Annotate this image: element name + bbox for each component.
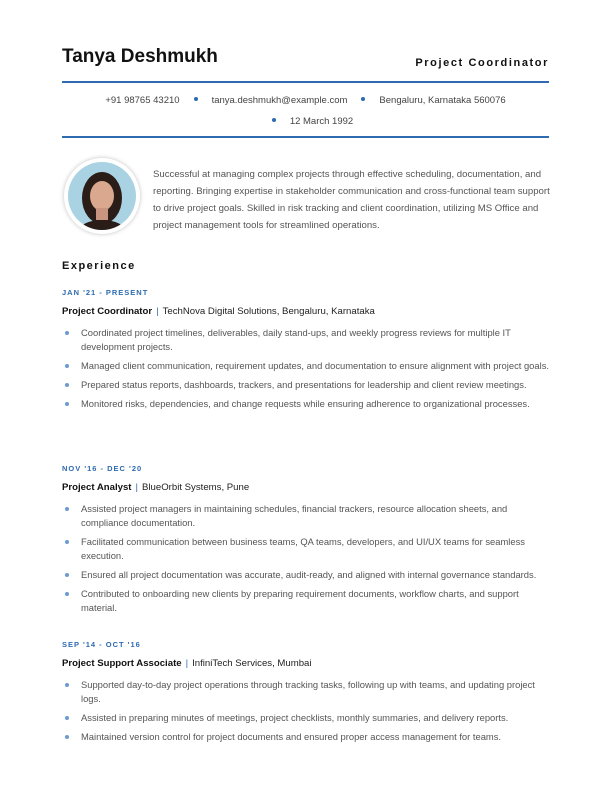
profile-photo [64, 158, 140, 234]
bullet-icon [361, 97, 365, 101]
date-of-birth: 12 March 1992 [289, 116, 354, 127]
list-item: Maintained version control for project documents and ensured proper access management for teams. [62, 730, 552, 744]
job-dates: JAN '21 - PRESENT [62, 288, 149, 297]
bullet-icon [194, 97, 198, 101]
experience-heading: Experience [62, 260, 136, 272]
candidate-name: Tanya Deshmukh [62, 46, 218, 67]
job-entry: NOV '16 - DEC '20 Project Analyst | BlueOrbit Systems, Pune Assisted project managers in maintaining schedules, financial trackers, resource allocation sheets, and compliance documentation. Facilitated communication between business teams, QA teams, developers, and UI/UX teams for seamless execution. Ensured all project documentation was accurate, audit-ready, and aligned with internal governance standards. Contributed to onboarding new clients by preparing requirement documents, workflow charts, and support material. [62, 464, 552, 620]
job-dates: SEP '14 - OCT '16 [62, 640, 141, 649]
list-item: Assisted project managers in maintaining schedules, financial trackers, resource allocation sheets, and compliance documentation. [62, 502, 552, 530]
list-item: Supported day-to-day project operations through tracking tasks, following up with teams, and updating project logs. [62, 678, 552, 706]
list-item: Contributed to onboarding new clients by preparing requirement documents, workflow charts, and support material. [62, 587, 552, 615]
list-item: Monitored risks, dependencies, and change requests while ensuring adherence to organizational processes. [62, 397, 552, 411]
job-role: Project Analyst [62, 482, 132, 493]
list-item: Ensured all project documentation was accurate, audit-ready, and aligned with internal governance standards. [62, 568, 552, 582]
job-title: Project Coordinator [415, 57, 549, 69]
job-company: InfiniTech Services, Mumbai [192, 658, 312, 669]
email: tanya.deshmukh@example.com [211, 95, 348, 106]
dob-line [62, 116, 549, 127]
list-item: Managed client communication, requirement updates, and documentation to ensure alignment with project goals. [62, 359, 552, 373]
contact-line [62, 95, 549, 106]
job-dates: NOV '16 - DEC '20 [62, 464, 143, 473]
list-item: Facilitated communication between business teams, QA teams, developers, and UI/UX teams for seamless execution. [62, 535, 552, 563]
job-entry: JAN '21 - PRESENT Project Coordinator | TechNova Digital Solutions, Bengaluru, Karnataka Coordinated project timelines, deliverables, daily stand-ups, and weekly progress reviews for multiple IT development projects. Managed client communication, requirement updates, and documentation to ensure alignment with project goals. Prepared status reports, dashboards, trackers, and presentations for leadership and client review meetings. Monitored risks, dependencies, and change requests while ensuring adherence to organizational processes. [62, 288, 552, 416]
person-portrait-icon [68, 162, 136, 230]
job-role: Project Coordinator [62, 306, 153, 317]
bullet-icon [272, 118, 276, 122]
profile-summary: Successful at managing complex projects through effective scheduling, documentation, and reporting. Bringing expertise in stakeholder communication and cross-functional team support to drive project goals. Skilled in risk tracking and client coordination, utilizing MS Office and project management tools for streamlined operations. [153, 169, 550, 231]
list-item: Assisted in preparing minutes of meetings, project checklists, monthly summaries, and delivery reports. [62, 711, 552, 725]
job-role: Project Support Associate [62, 658, 182, 669]
job-company: TechNova Digital Solutions, Bengaluru, Karnataka [162, 306, 375, 317]
list-item: Prepared status reports, dashboards, trackers, and presentations for leadership and client review meetings. [62, 378, 552, 392]
location: Bengaluru, Karnataka 560076 [379, 95, 506, 106]
job-entry: SEP '14 - OCT '16 Project Support Associate | InfiniTech Services, Mumbai Supported day-to-day project operations through tracking tasks, following up with teams, and updating project logs. Assisted in preparing minutes of meetings, project checklists, monthly summaries, and delivery reports. Maintained version control for project documents and ensured proper access management for teams. [62, 640, 552, 749]
list-item: Coordinated project timelines, deliverables, daily stand-ups, and weekly progress reviews for multiple IT development projects. [62, 326, 552, 354]
job-company: BlueOrbit Systems, Pune [142, 482, 250, 493]
phone: +91 98765 43210 [105, 95, 180, 106]
divider [62, 81, 549, 83]
divider [62, 136, 549, 138]
